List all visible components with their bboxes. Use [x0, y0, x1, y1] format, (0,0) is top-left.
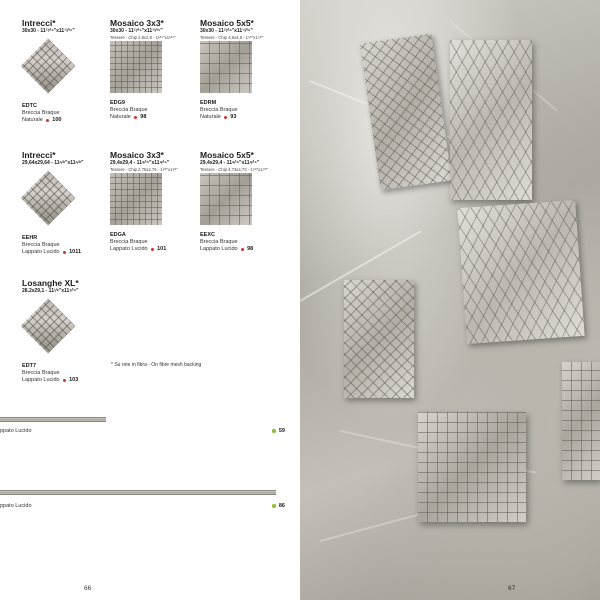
- product-color: Breccia Braque: [22, 110, 60, 116]
- strip-finish: ppato Lucido: [0, 503, 32, 509]
- product-dimensions: 30x30 - 11¹³⁄¹⁶"x11¹³⁄¹⁶": [110, 28, 163, 34]
- product-finish-row: [200, 246, 290, 253]
- product-color: Breccia Braque: [22, 370, 60, 376]
- product-price: 103: [69, 377, 79, 383]
- product-swatch: [200, 41, 252, 93]
- product-color: Breccia Braque: [22, 242, 60, 248]
- product-code: EDG9: [110, 100, 125, 106]
- product-code: EDRM: [200, 100, 217, 106]
- product-finish-row: [110, 114, 200, 121]
- product-dimensions: 29,4x29,4 - 11⁹⁄¹⁶"x11⁹⁄¹⁶": [200, 160, 260, 166]
- price-dot-icon: [151, 248, 155, 252]
- product-chip-size: Tessere - Chip 2,8x2,8 - 1¹⁄¹⁶"x1¹⁄¹⁶": [110, 35, 176, 40]
- price-dot-icon: [63, 379, 67, 383]
- price-dot-icon: [272, 504, 276, 508]
- product-title: Mosaico 3x3*: [110, 150, 164, 160]
- strip-finish: ppato Lucido: [0, 428, 32, 434]
- product-dimensions: 28,2x29,1 - 11¹⁄⁸"x11⁷⁄¹⁶": [22, 288, 79, 294]
- product-finish: Naturale: [110, 114, 131, 120]
- product-title: Mosaico 5x5*: [200, 150, 254, 160]
- price-dot-icon: [63, 251, 67, 255]
- product-title: Mosaico 3x3*: [110, 18, 164, 28]
- product-color: Breccia Braque: [110, 239, 148, 245]
- listello-strip-image: [0, 417, 106, 422]
- product-finish: Lappato Lucido: [22, 249, 60, 255]
- product-swatch: [22, 176, 74, 228]
- product-finish-row: [22, 377, 112, 384]
- product-code: EDTC: [22, 103, 37, 109]
- product-price: 101: [157, 246, 167, 252]
- product-dimensions: 29,4x29,4 - 11⁹⁄¹⁶"x11⁹⁄¹⁶": [110, 160, 170, 166]
- product-title: Intrecci*: [22, 150, 56, 160]
- product-finish: Lappato Lucido: [110, 246, 148, 252]
- strip-row-2: [0, 503, 285, 509]
- page-number-right: 67: [508, 585, 516, 592]
- product-finish: Lappato Lucido: [200, 246, 238, 252]
- page-number-left: 66: [84, 585, 92, 592]
- product-finish: Naturale: [22, 117, 43, 123]
- product-dimensions: 29,64x29,64 - 11⁵⁄⁸"x11⁵⁄⁸": [22, 160, 84, 166]
- product-price: 1011: [69, 249, 82, 255]
- product-finish-row: [22, 249, 112, 256]
- product-finish: Naturale: [200, 114, 221, 120]
- diamond-mosaic-panel: [457, 200, 584, 344]
- product-chip-size: Tessere - Chip 4,8x4,8 - 1⁷⁄⁸"x1⁷⁄⁸": [200, 35, 264, 40]
- product-swatch: [200, 173, 252, 225]
- product-price: 93: [230, 114, 237, 120]
- product-mosaico-3x3-naturale: [110, 18, 200, 121]
- listello-strip-image: [0, 490, 276, 495]
- product-title: Intrecci*: [22, 18, 56, 28]
- strip-row-1: [0, 428, 285, 434]
- product-losanghe-xl: [22, 278, 112, 384]
- product-mosaico-5x5-naturale: [200, 18, 290, 121]
- product-swatch: [110, 41, 162, 93]
- product-mosaico-3x3-lappato: [110, 150, 200, 253]
- price-dot-icon: [272, 429, 276, 433]
- product-intrecci-naturale: [22, 18, 112, 124]
- product-color: Breccia Braque: [200, 107, 238, 113]
- product-title: Mosaico 5x5*: [200, 18, 254, 28]
- product-finish-row: [200, 114, 290, 121]
- product-chip-size: Tessere - Chip 2,76x2,76 - 1¹⁄⁸"x1¹⁄⁸": [110, 167, 178, 172]
- strip-price: 86: [278, 503, 285, 509]
- product-mosaico-5x5-lappato: [200, 150, 290, 253]
- marble-wall-photo: [300, 0, 600, 600]
- product-color: Breccia Braque: [110, 107, 148, 113]
- product-color: Breccia Braque: [200, 239, 238, 245]
- product-finish-row: [22, 117, 112, 124]
- grid-mosaic-panel: [418, 412, 526, 522]
- product-finish-row: [110, 246, 200, 253]
- product-code: EDT7: [22, 363, 37, 369]
- strip-price: 59: [278, 428, 285, 434]
- product-finish: Lappato Lucido: [22, 377, 60, 383]
- grid-mosaic-panel: [562, 362, 600, 480]
- herringbone-mosaic-panel: [360, 34, 452, 191]
- product-code: EEHR: [22, 235, 38, 241]
- product-intrecci-lappato: [22, 150, 112, 256]
- mesh-backing-note: * Su rete in fibra - On fibre mesh backing: [111, 362, 202, 368]
- product-swatch: [22, 304, 74, 356]
- price-dot-icon: [134, 116, 138, 120]
- price-dot-icon: [241, 248, 245, 252]
- product-swatch: [110, 173, 162, 225]
- herringbone-mosaic-panel: [344, 280, 414, 398]
- product-swatch: [22, 44, 74, 96]
- product-price: 98: [140, 114, 147, 120]
- product-price: 98: [247, 246, 254, 252]
- product-dimensions: 30x30 - 11¹³⁄¹⁶"x11¹³⁄¹⁶": [22, 28, 75, 34]
- product-chip-size: Tessere - Chip 4,73x4,73 - 1⁷⁄⁸"x1⁷⁄⁸": [200, 167, 268, 172]
- diamond-mosaic-panel: [450, 40, 532, 200]
- price-dot-icon: [46, 119, 50, 123]
- product-title: Losanghe XL*: [22, 278, 79, 288]
- price-dot-icon: [224, 116, 228, 120]
- product-code: EEXC: [200, 232, 215, 238]
- product-dimensions: 30x30 - 11¹³⁄¹⁶"x11¹³⁄¹⁶": [200, 28, 253, 34]
- product-price: 100: [52, 117, 62, 123]
- product-code: EDGA: [110, 232, 126, 238]
